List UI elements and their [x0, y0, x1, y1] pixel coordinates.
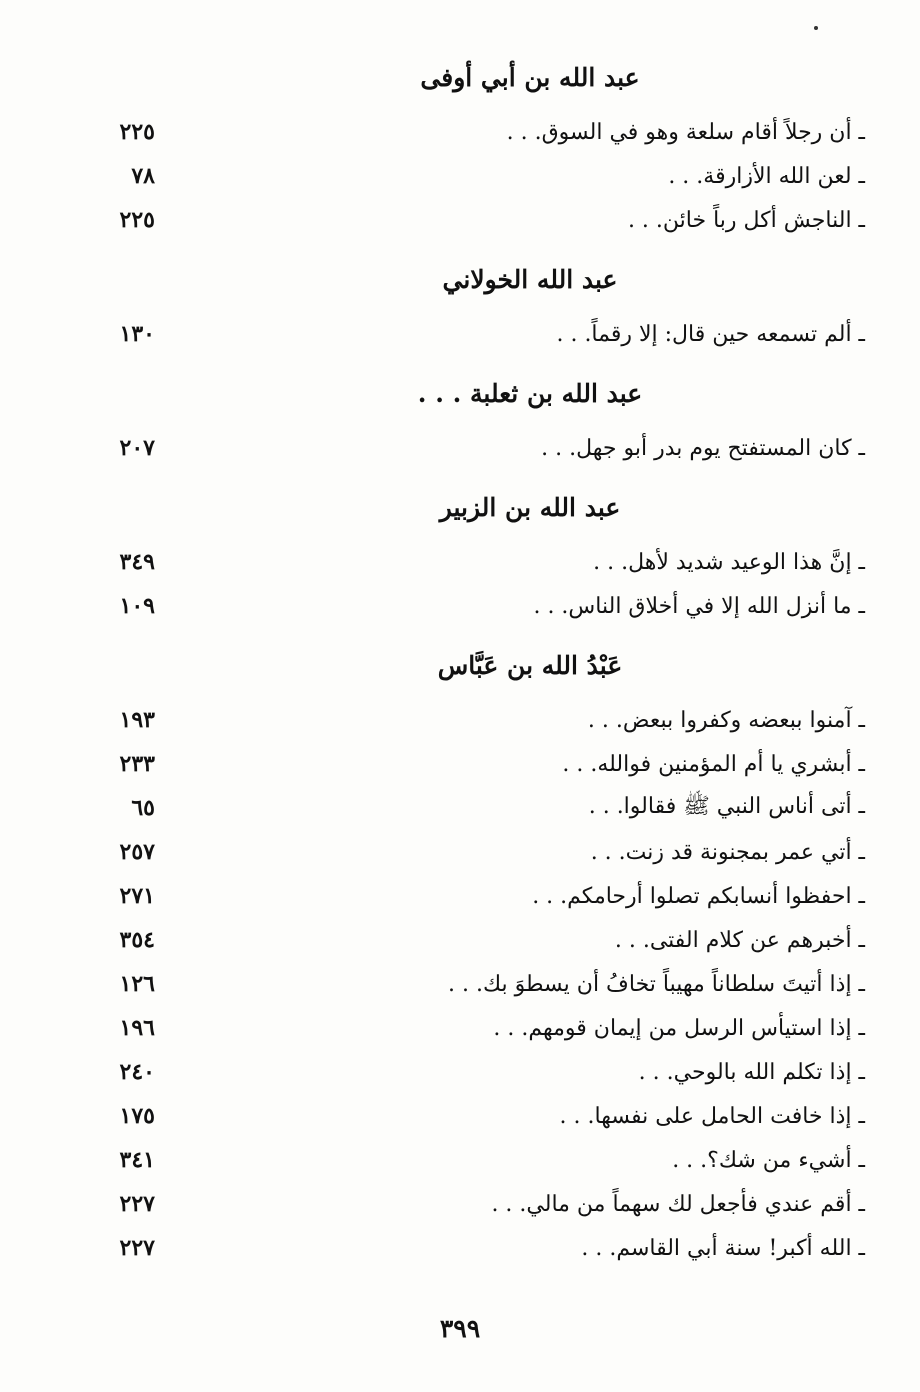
index-entry [95, 1094, 865, 1138]
entry-page-number: ٢٥٧ [119, 839, 155, 865]
entry-page-number: ١٢٦ [119, 971, 155, 997]
entry-text: ـ كان المستفتح يوم بدر أبو جهل. . . [541, 435, 865, 461]
index-section [95, 58, 865, 242]
index-entry [95, 584, 865, 628]
index-entry [95, 1226, 865, 1270]
entry-text: ـ احفظوا أنسابكم تصلوا أرحامكم. . . [532, 883, 865, 909]
entry-page-number: ٢٣٣ [119, 751, 155, 777]
entry-text: ـ أتي عمر بمجنونة قد زنت. . . [590, 839, 865, 865]
entry-page-number: ١٠٩ [119, 593, 155, 619]
entry-page-number: ٣٥٤ [119, 927, 155, 953]
index-entry [95, 962, 865, 1006]
index-section [95, 260, 865, 356]
index-section [95, 374, 865, 470]
entry-page-number: ٢٢٧ [119, 1191, 155, 1217]
entry-text: ـ إذا أتيتَ سلطاناً مهيباً تخافُ أن يسطوَ بك. . . [448, 971, 865, 997]
speck-mark [814, 26, 818, 30]
entry-page-number: ٢٠٧ [119, 435, 155, 461]
entry-page-number: ٢٧١ [119, 883, 155, 909]
entry-text: ـ ألم تسمعه حين قال: إلا رقماً. . . [556, 321, 865, 347]
section-heading: عَبْدُ الله بن عَبَّاس [437, 651, 623, 680]
index-entry [95, 540, 865, 584]
index-entry [95, 874, 865, 918]
entry-text: ـ إذا خافت الحامل على نفسها. . . [559, 1103, 865, 1129]
index-entry [95, 1006, 865, 1050]
entry-page-number: ١٧٥ [119, 1103, 155, 1129]
entry-page-number: ٣٤٩ [119, 549, 155, 575]
index-entry [95, 426, 865, 470]
section-heading: عبد الله الخولاني [442, 265, 618, 294]
index-entry [95, 1138, 865, 1182]
entry-text: ـ إنَّ هذا الوعيد شديد لأهل. . . [593, 549, 865, 575]
entry-text: ـ الله أكبر! سنة أبي القاسم. . . [581, 1235, 865, 1261]
entry-text: ـ أن رجلاً أقام سلعة وهو في السوق. . . [506, 119, 865, 145]
entry-text: ـ أتى أناس النبي ﷺ فقالوا. . . [588, 794, 865, 819]
entry-page-number: ٢٤٠ [119, 1059, 155, 1085]
index-entry [95, 1050, 865, 1094]
entry-page-number: ٣٤١ [119, 1147, 155, 1173]
entry-page-number: ٢٢٧ [119, 1235, 155, 1261]
page-number: ٣٩٩ [439, 1314, 481, 1343]
index-entry [95, 312, 865, 356]
entry-page-number: ٢٢٥ [119, 207, 155, 233]
entry-text: ـ آمنوا ببعضه وكفروا ببعض. . . [587, 707, 865, 733]
index-entry [95, 742, 865, 786]
entry-text: ـ إذا استيأس الرسل من إيمان قومهم. . . [493, 1015, 865, 1041]
section-heading: عبد الله بن ثعلبة . . . [417, 379, 643, 408]
index-section [95, 646, 865, 1270]
entry-text: ـ الناجش أكل رباً خائن. . . [627, 207, 865, 233]
entry-text: ـ أقم عندي فأجعل لك سهماً من مالي. . . [491, 1191, 865, 1217]
index-entry [95, 110, 865, 154]
index-entry [95, 1182, 865, 1226]
entry-page-number: ٦٥ [131, 795, 155, 821]
index-section [95, 488, 865, 628]
index-entry [95, 698, 865, 742]
section-heading: عبد الله بن أبي أوفى [420, 63, 640, 92]
index-entry [95, 918, 865, 962]
entry-text: ـ ما أنزل الله إلا في أخلاق الناس. . . [533, 593, 865, 619]
entry-page-number: ٧٨ [131, 163, 155, 189]
index-content [95, 58, 865, 1270]
index-entry [95, 830, 865, 874]
entry-page-number: ٢٢٥ [119, 119, 155, 145]
entry-text: ـ لعن الله الأزارقة. . . [668, 163, 865, 189]
index-entry [95, 786, 865, 830]
entry-page-number: ١٩٣ [119, 707, 155, 733]
entry-page-number: ١٩٦ [119, 1015, 155, 1041]
entry-text: ـ إذا تكلم الله بالوحي. . . [638, 1059, 865, 1085]
entry-text: ـ أخبرهم عن كلام الفتى. . . [614, 927, 865, 953]
index-entry [95, 198, 865, 242]
entry-page-number: ١٣٠ [119, 321, 155, 347]
entry-text: ـ أشيء من شك؟. . . [672, 1147, 865, 1173]
index-entry [95, 154, 865, 198]
entry-text: ـ أبشري يا أم المؤمنين فوالله. . . [562, 751, 865, 777]
section-heading: عبد الله بن الزبير [439, 493, 621, 522]
